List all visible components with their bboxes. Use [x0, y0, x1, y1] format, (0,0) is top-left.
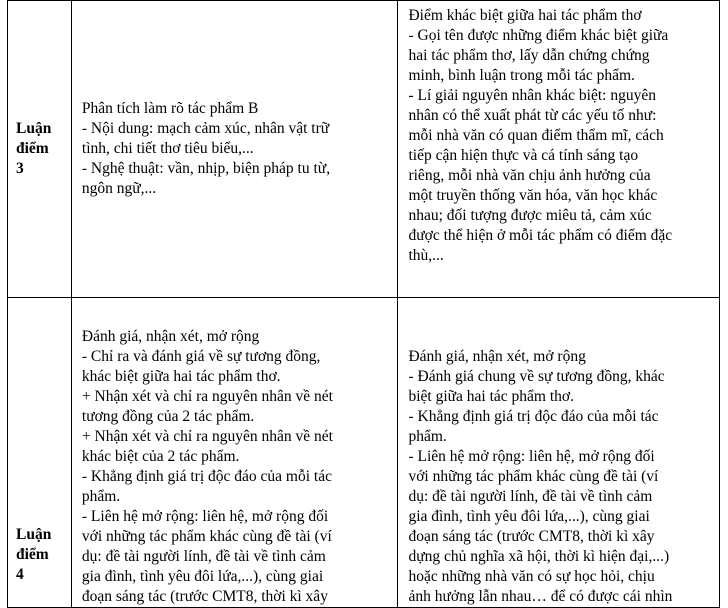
text-line: + Nhận xét và chỉ ra nguyên nhân về nét — [81, 428, 333, 445]
text-line: Điểm khác biệt giữa hai tác phẩm thơ — [408, 7, 642, 24]
text-line: - Gọi tên được những điểm khác biệt giữa — [408, 27, 669, 44]
text-line: Đánh giá, nhận xét, mở rộng — [81, 328, 260, 345]
text-line: hoặc những nhà văn có sự học hỏi, chịu — [408, 568, 655, 585]
text-line: - Nội dung: mạch cảm xúc, nhân vật trữ — [81, 120, 330, 137]
text-line: - Liên hệ mở rộng: liên hệ, mở rộng đối — [408, 448, 655, 465]
text-line: Phân tích làm rõ tác phẩm B — [81, 100, 259, 117]
text-line: đoạn sáng tác (trước CMT8, thời kì xây — [81, 588, 328, 605]
row-label-cell — [8, 1, 72, 298]
text-line: ảnh hưởng lẫn nhau… để có được cái nhìn — [408, 588, 673, 605]
table-row-luan-diem-3 — [8, 1, 720, 298]
row-label-line: 4 — [16, 566, 24, 583]
row-label-cell — [8, 298, 72, 608]
text-line: nhau; đối tượng được miêu tả, cảm xúc — [408, 207, 652, 224]
text-line: minh, bình luận trong mỗi tác phẩm. — [408, 67, 635, 84]
content-cell-b — [71, 298, 398, 608]
text-line: với những tác phẩm khác cùng đề tài (ví — [81, 528, 332, 545]
text-line: hai tác phẩm thơ, lấy dẫn chứng chứng — [408, 47, 650, 64]
row-label-line: Luận — [16, 120, 52, 137]
text-line: - Khẳng định giá trị độc đáo của mỗi tác — [408, 408, 659, 425]
row-label-line: điểm — [16, 140, 49, 157]
text-line: khác biệt giữa hai tác phẩm thơ. — [81, 368, 281, 385]
text-line: phẩm. — [408, 428, 447, 445]
text-line: riêng, mỗi nhà văn chịu ảnh hưởng của — [408, 167, 651, 184]
text-line: + Nhận xét và chỉ ra nguyên nhân về nét — [81, 388, 333, 405]
text-line: thù,... — [408, 247, 444, 264]
text-line: - Lí giải nguyên nhân khác biệt: nguyên — [408, 87, 656, 104]
text-line: - Liên hệ mở rộng: liên hệ, mở rộng đối — [81, 508, 329, 525]
text-line: - Chỉ ra và đánh giá về sự tương đồng, — [81, 348, 321, 365]
text-line: nhân có thể xuất phát từ các yếu tố như: — [408, 107, 657, 124]
text-line: - Đánh giá chung về sự tương đồng, khác — [408, 368, 665, 385]
text-line: tình, chi tiết thơ tiêu biểu,... — [81, 140, 254, 157]
table-row-luan-diem-4 — [8, 298, 720, 608]
text-line: dụ: đề tài người lính, đề tài về tình cảm — [408, 488, 653, 505]
content-cell-c — [398, 1, 720, 298]
text-line: - Nghệ thuật: vần, nhịp, biện pháp tu từ, — [81, 160, 331, 177]
text-line: tiếp cận hiện thực và cá tính sáng tạo — [408, 147, 639, 164]
text-line: gia đình, tình yêu đôi lứa,...), cùng giai — [81, 568, 324, 585]
content-cell-b — [71, 1, 398, 298]
content-cell-c — [398, 298, 720, 608]
text-line: biệt giữa hai tác phẩm thơ. — [408, 388, 574, 405]
row-label-line: Luận — [16, 526, 52, 543]
text-line: gia đình, tình yêu đôi lứa,...), cùng giai — [408, 508, 650, 525]
text-line: Đánh giá, nhận xét, mở rộng — [408, 348, 586, 365]
text-line: mỗi nhà văn có quan điểm thẩm mĩ, cách — [408, 127, 664, 144]
text-line: dựng chủ nghĩa xã hội, thời kì hiện đại,...) — [408, 548, 670, 565]
text-line: khác biệt của 2 tác phẩm. — [81, 448, 240, 465]
text-line: dụ: đề tài người lính, đề tài về tình cảm — [81, 548, 326, 565]
text-line: với những tác phẩm khác cùng đề tài (ví — [408, 468, 659, 485]
text-line: tương đồng của 2 tác phẩm. — [81, 408, 255, 425]
row-label-line: điểm — [16, 546, 49, 563]
text-line: phẩm. — [81, 488, 121, 505]
text-line: được thể hiện ở mỗi tác phẩm có điểm đặc — [408, 227, 673, 244]
text-line: một truyền thống văn hóa, văn học khác — [408, 187, 658, 204]
rubric-table — [7, 0, 720, 608]
text-line: ngôn ngữ,... — [81, 180, 157, 197]
row-label-line: 3 — [16, 160, 24, 177]
text-line: đoạn sáng tác (trước CMT8, thời kì xây — [408, 528, 655, 545]
text-line: - Khẳng định giá trị độc đáo của mỗi tác — [81, 468, 332, 485]
